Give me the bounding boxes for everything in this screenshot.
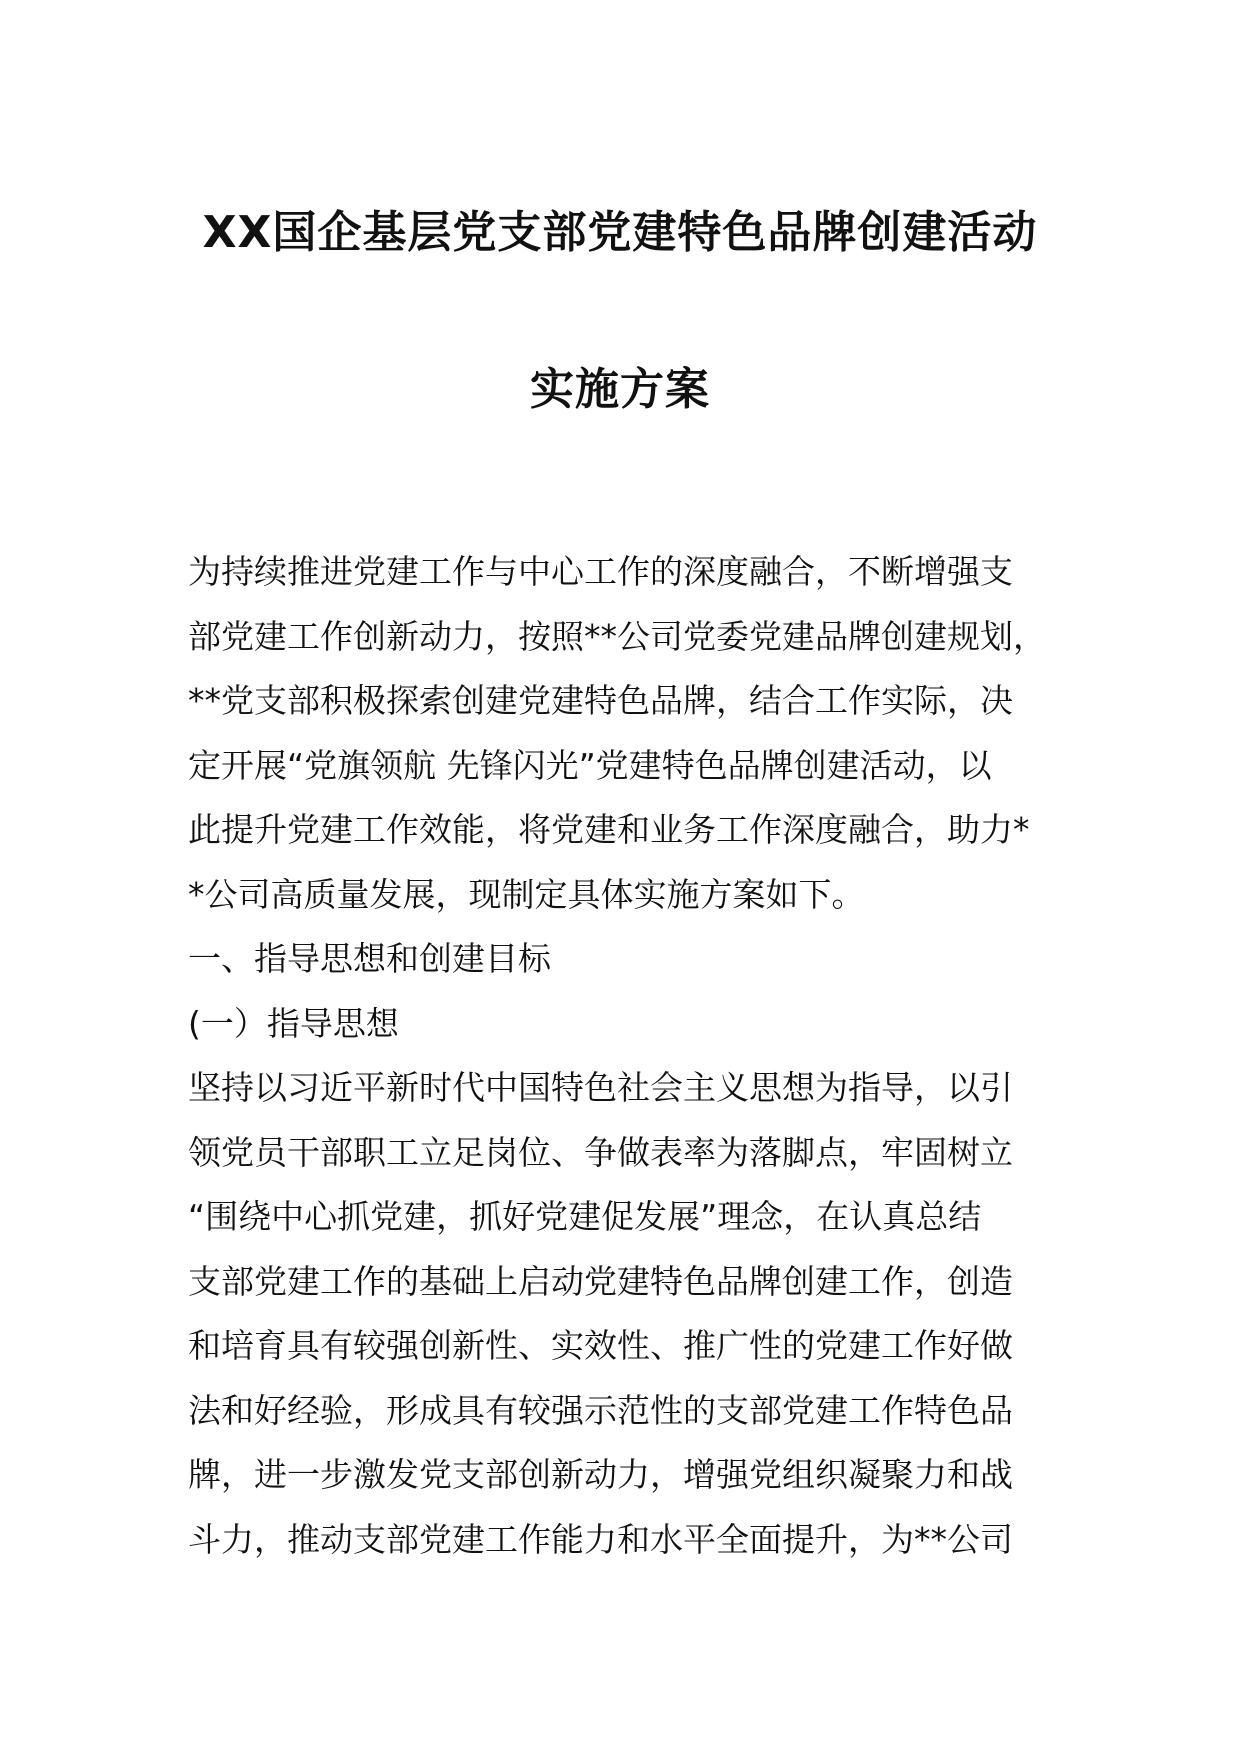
document-body [188, 540, 1068, 1572]
body-line: 和培育具有较强创新性、实效性、推广性的党建工作好做 [188, 1326, 1013, 1365]
body-line: 定开展“党旗领航 先锋闪光”党建特色品牌创建活动，以 [188, 745, 992, 785]
body-line: “围绕中心抓党建，抓好党建促发展”理念，在认真总结 [188, 1197, 982, 1236]
document-title-line-2: 实施方案 [530, 364, 710, 415]
document-title-line-1: XX国企基层党支部党建特色品牌创建活动 [202, 207, 1038, 258]
body-line: 斗力，推动支部党建工作能力和水平全面提升，为**公司 [188, 1519, 1013, 1559]
body-line: 坚持以习近平新时代中国特色社会主义思想为指导，以引 [188, 1068, 1013, 1107]
body-line: 为持续推进党建工作与中心工作的深度融合，不断增强支 [188, 552, 1013, 591]
body-line: 支部党建工作的基础上启动党建特色品牌创建工作，创造 [188, 1261, 1013, 1301]
section-heading: 一、指导思想和创建目标 [188, 939, 551, 978]
body-line: 法和好经验，形成具有较强示范性的支部党建工作特色品 [188, 1390, 1013, 1430]
body-line: 领党员干部职工立足岗位、争做表率为落脚点，牢固树立 [188, 1132, 1013, 1172]
subsection-heading: (一）指导思想 [188, 1003, 399, 1043]
body-line: *公司高质量发展，现制定具体实施方案如下。 [188, 874, 865, 914]
body-line: 部党建工作创新动力，按照**公司党委党建品牌创建规划， [188, 616, 1046, 656]
body-line: 此提升党建工作效能，将党建和业务工作深度融合，助力* [188, 810, 1030, 849]
body-line: **党支部积极探索创建党建特色品牌，结合工作实际，决 [188, 681, 1013, 720]
body-line: 牌，进一步激发党支部创新动力，增强党组织凝聚力和战 [188, 1455, 1013, 1494]
